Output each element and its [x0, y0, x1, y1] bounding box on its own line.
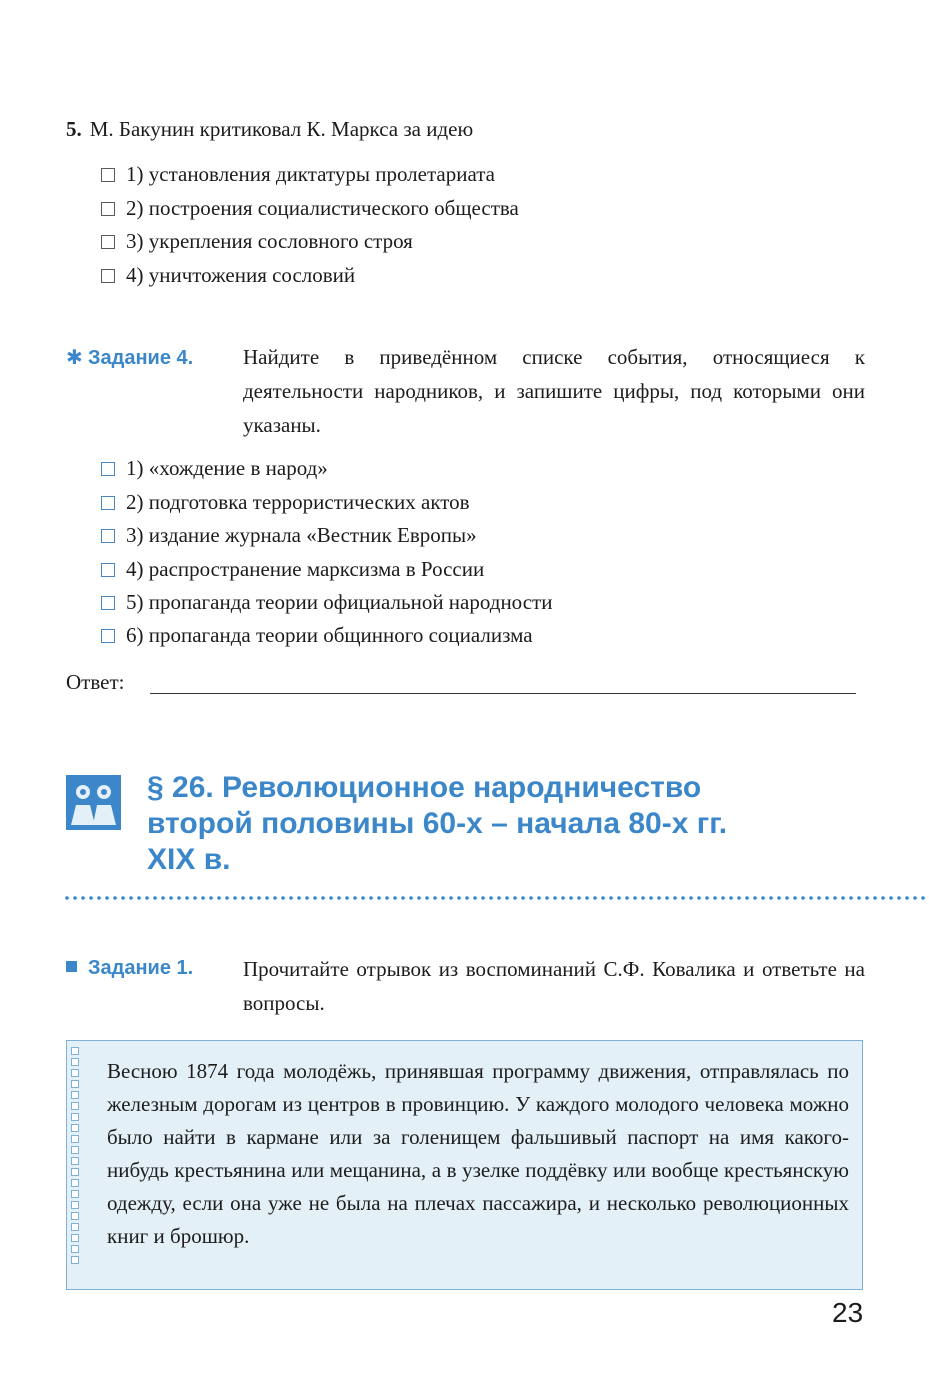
answer-field[interactable]	[150, 693, 856, 694]
question-text: М. Бакунин критиковал К. Маркса за идею	[89, 117, 474, 141]
option-label: 6) пропаганда теории общинного социализма	[126, 623, 533, 647]
section-title-line: XIX в.	[147, 843, 231, 876]
checkbox[interactable]	[101, 168, 115, 182]
question-number: 5.	[66, 117, 82, 141]
checkbox[interactable]	[101, 462, 115, 476]
quote-rail	[71, 1047, 81, 1267]
task-1-label	[66, 957, 193, 980]
section-title	[147, 770, 727, 878]
square-marker-icon	[66, 961, 77, 972]
task4-option-5[interactable]	[101, 590, 552, 615]
task4-option-1[interactable]	[101, 456, 328, 481]
task4-option-4[interactable]	[101, 557, 484, 582]
task4-option-6[interactable]	[101, 623, 533, 648]
option-label: 1) «хождение в народ»	[126, 456, 328, 480]
answer-label: Ответ:	[66, 670, 125, 694]
option-label: 5) пропаганда теории официальной народности	[126, 590, 553, 614]
checkbox[interactable]	[101, 496, 115, 510]
option-label: 3) укрепления сословного строя	[126, 229, 413, 253]
checkbox[interactable]	[101, 269, 115, 283]
section-icon	[66, 775, 121, 830]
checkbox[interactable]	[101, 235, 115, 249]
option-label: 2) построения социалистического общества	[126, 196, 519, 220]
option-1[interactable]	[101, 162, 495, 187]
quote-box	[66, 1040, 863, 1290]
checkbox[interactable]	[101, 529, 115, 543]
checkbox[interactable]	[101, 202, 115, 216]
section-title-line: § 26. Революционное народничество	[147, 771, 702, 804]
option-2[interactable]	[101, 196, 519, 221]
section-title-line: второй половины 60-х – начала 80-х гг.	[147, 807, 728, 840]
option-label: 3) издание журнала «Вестник Европы»	[126, 523, 477, 547]
task-1-text: Прочитайте отрывок из воспоминаний С.Ф. Ковалика и ответьте на вопросы.	[243, 957, 865, 1015]
option-label: 2) подготовка террористических актов	[126, 490, 470, 514]
dotted-divider	[63, 895, 929, 901]
checkbox[interactable]	[101, 563, 115, 577]
option-3[interactable]	[101, 229, 413, 254]
checkbox[interactable]	[101, 629, 115, 643]
checkbox[interactable]	[101, 596, 115, 610]
task-4-label	[66, 345, 193, 370]
quote-text: Весною 1874 года молодёжь, принявшая программу движения, отправлялась по железным дорогам из центров в провинцию. У каждого молодого человека можно было найти в кармане или за голенищем фальшивый паспорт на имя какого-нибудь крестьянина или мещанина, а в узелке поддёвку или вообще крестьянскую одежду, если она уже не была на плечах пассажира, и несколько революционных книг и брошюр.	[107, 1059, 849, 1248]
question-5	[66, 117, 473, 142]
option-4[interactable]	[101, 263, 355, 288]
page-number: 23	[832, 1297, 864, 1328]
task4-option-2[interactable]	[101, 490, 470, 515]
asterisk-icon: ✱	[66, 347, 83, 369]
task4-option-3[interactable]	[101, 523, 477, 548]
option-label: 1) установления диктатуры пролетариата	[126, 162, 495, 186]
option-label: 4) уничтожения сословий	[126, 263, 356, 287]
task-label-text: Задание 4.	[88, 347, 194, 369]
task-4-text: Найдите в приведённом списке события, относящиеся к деятельности народников, и запишите цифры, под которыми они указаны.	[243, 345, 865, 437]
task-label-text: Задание 1.	[88, 957, 194, 979]
option-label: 4) распространение марксизма в России	[126, 557, 485, 581]
